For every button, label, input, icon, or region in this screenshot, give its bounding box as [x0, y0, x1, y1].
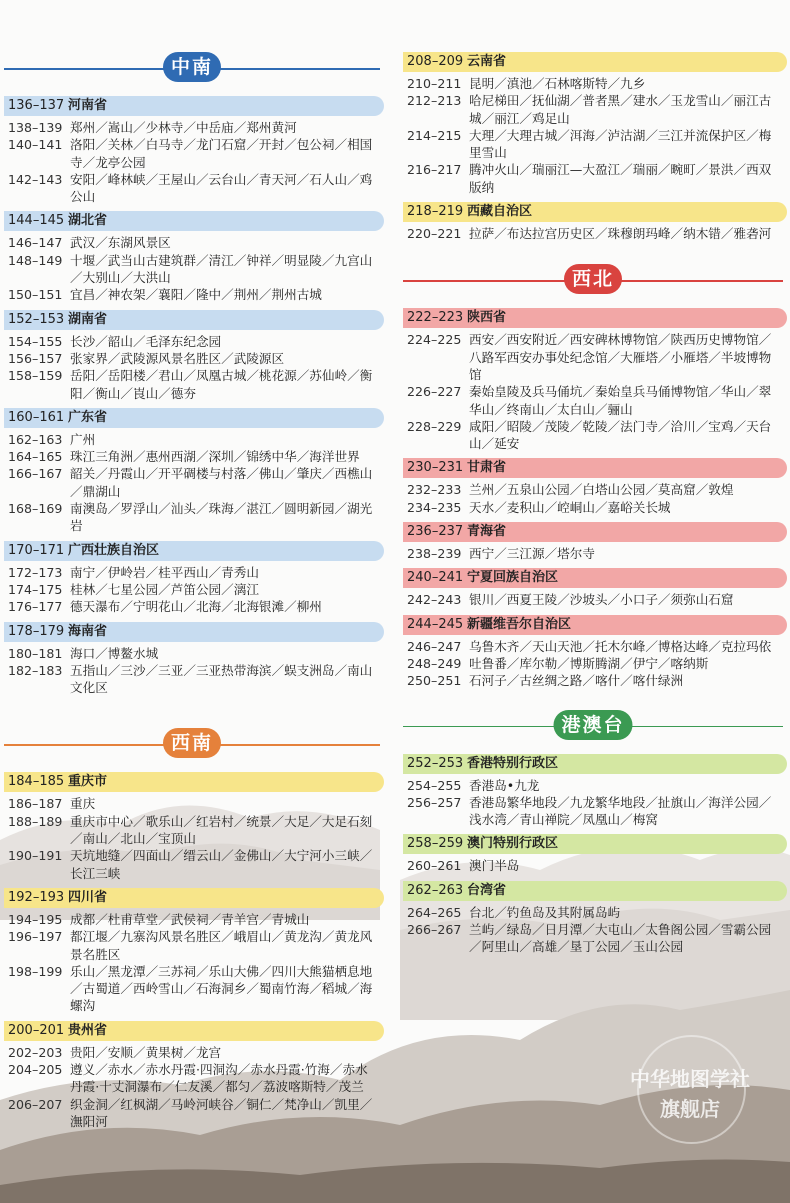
entry-text: 珠江三角洲／惠州西湖／深圳／锦绣中华／海洋世界 [70, 449, 360, 465]
entry-list [4, 911, 380, 1015]
entry-list [403, 225, 783, 242]
entry-list [403, 331, 783, 452]
list-item [4, 465, 380, 500]
list-item [403, 331, 783, 383]
entry-list [4, 234, 380, 303]
province-title: 广西壮族自治区 [68, 542, 160, 558]
province-title: 四川省 [68, 889, 108, 905]
province-title: 重庆市 [68, 774, 108, 790]
province-band [4, 211, 384, 231]
entry-pages: 186–187 [8, 796, 63, 812]
entry-pages: 212–213 [407, 93, 462, 109]
entry-pages: 146–147 [8, 235, 63, 251]
entry-text: 重庆市中心／歌乐山／红岩村／统景／大足／大足石刻／南山／北山／宝顶山 [70, 813, 373, 847]
list-item [4, 1061, 380, 1096]
list-item [403, 921, 783, 956]
entry-pages: 182–183 [8, 662, 63, 678]
list-item [4, 564, 380, 581]
province-title: 广东省 [68, 409, 108, 425]
province-pages: 170–171 [8, 542, 65, 558]
region-header-xibei [403, 258, 783, 302]
entry-text: 昆明／滇池／石林喀斯特／九乡 [469, 76, 646, 91]
province-section [403, 458, 783, 516]
entry-pages: 232–233 [407, 482, 462, 498]
entry-list [403, 481, 783, 516]
list-item [4, 171, 380, 206]
entry-list [403, 75, 783, 196]
province-pages: 218–219 [407, 204, 464, 220]
list-item [403, 225, 783, 242]
province-section [403, 615, 783, 690]
entry-list [4, 645, 380, 697]
province-title: 湖北省 [68, 213, 108, 229]
region-badge: 西南 [163, 728, 221, 758]
list-item [4, 813, 380, 848]
entry-pages: 254–255 [407, 777, 462, 793]
province-pages: 258–259 [407, 836, 464, 852]
entry-pages: 156–157 [8, 350, 63, 366]
province-pages: 178–179 [8, 623, 65, 639]
entry-list [403, 545, 783, 562]
entry-pages: 188–189 [8, 813, 63, 829]
entry-pages: 142–143 [8, 171, 63, 187]
province-pages: 192–193 [8, 889, 65, 905]
list-item [4, 367, 380, 402]
province-title: 甘肃省 [467, 460, 507, 476]
list-item [403, 777, 783, 794]
entry-text: 都江堰／九寨沟风景名胜区／峨眉山／黄龙沟／黄龙风景名胜区 [70, 929, 373, 962]
province-section [4, 96, 380, 205]
entry-list [403, 638, 783, 690]
entry-text: 遵义／赤水／赤水丹霞·四洞沟／赤水丹霞·竹海／赤水丹霞·十丈洞瀑布／仁友溪／都匀／荔波喀斯特／茂兰 [70, 1061, 368, 1095]
province-band [4, 772, 384, 792]
province-section [4, 888, 380, 1015]
list-item [403, 127, 783, 162]
list-item [4, 662, 380, 697]
list-item [403, 418, 783, 453]
entry-text: 腾冲火山／瑞丽江—大盈江／瑞丽／畹町／景洪／西双版纳 [469, 162, 772, 195]
province-section [403, 308, 783, 452]
province-pages: 208–209 [407, 54, 464, 69]
list-item [403, 857, 783, 874]
entry-text: 天坑地缝／四面山／缙云山／金佛山／大宁河小三峡／长江三峡 [70, 848, 373, 881]
entry-pages: 154–155 [8, 333, 63, 349]
entry-pages: 158–159 [8, 368, 63, 384]
entry-pages: 198–199 [8, 963, 63, 979]
list-item [403, 794, 783, 829]
province-pages: 252–253 [407, 755, 464, 771]
list-item [403, 481, 783, 498]
province-band [4, 622, 384, 642]
entry-pages: 180–181 [8, 645, 63, 661]
province-pages: 184–185 [8, 774, 65, 790]
entry-text: 五指山／三沙／三亚／三亚热带海滨／蜈支洲岛／南山文化区 [70, 662, 373, 696]
entry-pages: 216–217 [407, 162, 462, 178]
entry-list [4, 795, 380, 881]
entry-text: 台北／钓鱼岛及其附属岛屿 [469, 904, 621, 920]
list-item [4, 234, 380, 251]
entry-text: 吐鲁番／库尔勒／博斯腾湖／伊宁／喀纳斯 [469, 655, 709, 671]
province-band [403, 52, 787, 72]
list-item [403, 591, 783, 608]
province-pages: 262–263 [407, 882, 464, 898]
province-section [403, 52, 783, 196]
province-section [403, 834, 783, 874]
province-pages: 236–237 [407, 524, 464, 540]
region-badge: 中南 [163, 52, 221, 82]
list-item [4, 500, 380, 535]
entry-list [403, 857, 783, 874]
province-section [4, 541, 380, 616]
province-band [4, 96, 384, 116]
entry-list [4, 119, 380, 205]
province-section [403, 202, 783, 242]
entry-text: 天水／麦积山／崆峒山／嘉峪关长城 [469, 499, 671, 515]
list-item [403, 92, 783, 127]
entry-pages: 196–197 [8, 929, 63, 945]
province-section [403, 568, 783, 608]
entry-pages: 246–247 [407, 638, 462, 654]
entry-pages: 172–173 [8, 564, 63, 580]
province-title: 湖南省 [68, 311, 108, 327]
province-pages: 144–145 [8, 213, 65, 229]
entry-text: 乐山／黑龙潭／三苏祠／乐山大佛／四川大熊猫栖息地／古蜀道／西岭雪山／石海洞乡／蜀南竹海／稻城／海螺沟 [70, 963, 373, 1014]
watermark-line2: 旗舰店 [660, 1097, 720, 1121]
province-pages: 240–241 [407, 570, 464, 586]
entry-text: 贵阳／安顺／黄果树／龙宫 [70, 1044, 222, 1060]
entry-text: 乌鲁木齐／天山天池／托木尔峰／博格达峰／克拉玛依 [469, 638, 772, 654]
entry-pages: 176–177 [8, 599, 63, 615]
province-band [403, 458, 787, 478]
list-item [403, 499, 783, 516]
province-section [4, 622, 380, 697]
list-item [403, 383, 783, 418]
province-section [4, 211, 380, 303]
entry-list [403, 904, 783, 956]
entry-list [4, 564, 380, 616]
list-item [4, 645, 380, 662]
province-title: 河南省 [68, 98, 108, 113]
region-header-zhongnan [4, 46, 380, 90]
province-pages: 136–137 [8, 98, 65, 113]
entry-text: 重庆 [70, 796, 96, 812]
list-item [403, 545, 783, 562]
list-item [4, 136, 380, 171]
entry-pages: 210–211 [407, 76, 462, 91]
list-item [4, 581, 380, 598]
province-section [403, 754, 783, 829]
entry-list [4, 1044, 380, 1130]
province-section [403, 881, 783, 956]
entry-text: 兰屿／绿岛／日月潭／大屯山／太鲁阁公园／雪霸公园／阿里山／高雄／垦丁公园／玉山公园 [469, 922, 772, 955]
list-item [4, 431, 380, 448]
entry-text: 张家界／武陵源风景名胜区／武陵源区 [70, 350, 285, 366]
province-section [403, 522, 783, 562]
province-band [403, 522, 787, 542]
province-band [403, 881, 787, 901]
province-title: 香港特别行政区 [467, 755, 559, 771]
province-section [4, 408, 380, 535]
list-item [4, 1044, 380, 1061]
entry-text: 郑州／嵩山／少林寺／中岳庙／郑州黄河 [70, 120, 297, 135]
entry-text: 南宁／伊岭岩／桂平西山／青秀山 [70, 564, 259, 580]
entry-pages: 214–215 [407, 127, 462, 143]
top-spacer [403, 0, 783, 46]
entry-text: 宜昌／神农架／襄阳／隆中／荆州／荆州古城 [70, 287, 322, 303]
entry-pages: 168–169 [8, 501, 63, 517]
province-band [4, 541, 384, 561]
province-section [4, 772, 380, 881]
list-item [4, 252, 380, 287]
entry-pages: 206–207 [8, 1096, 63, 1112]
entry-list [4, 333, 380, 402]
left-column [4, 0, 380, 1130]
entry-text: 广州 [70, 431, 96, 447]
list-item [4, 795, 380, 812]
province-band [403, 568, 787, 588]
province-band [403, 308, 787, 328]
entry-text: 桂林／七星公园／芦笛公园／漓江 [70, 581, 259, 597]
region-header-gangaotai [403, 704, 783, 748]
province-title: 贵州省 [68, 1022, 108, 1038]
entry-pages: 164–165 [8, 449, 63, 465]
entry-text: 秦始皇陵及兵马俑坑／秦始皇兵马俑博物馆／华山／翠华山／终南山／太白山／骊山 [469, 384, 772, 417]
entry-pages: 162–163 [8, 431, 63, 447]
entry-pages: 226–227 [407, 384, 462, 400]
entry-list [403, 591, 783, 608]
entry-pages: 256–257 [407, 794, 462, 810]
entry-pages: 138–139 [8, 120, 63, 135]
entry-text: 哈尼梯田／抚仙湖／普者黑／建水／玉龙雪山／丽江古城／丽江／鸡足山 [469, 93, 772, 126]
province-title: 云南省 [467, 54, 507, 69]
entry-text: 成都／杜甫草堂／武侯祠／青羊宫／青城山 [70, 911, 310, 927]
entry-pages: 248–249 [407, 655, 462, 671]
entry-pages: 250–251 [407, 673, 462, 689]
store-watermark [615, 1045, 765, 1145]
entry-text: 西宁／三江源／塔尔寺 [469, 546, 595, 562]
province-title: 澳门特别行政区 [467, 836, 559, 852]
list-item [4, 847, 380, 882]
province-pages: 222–223 [407, 310, 464, 326]
list-item [403, 161, 783, 196]
province-pages: 200–201 [8, 1022, 65, 1038]
list-item [4, 928, 380, 963]
entry-pages: 260–261 [407, 858, 462, 874]
entry-text: 韶关／丹霞山／开平碉楼与村落／佛山／肇庆／西樵山／鼎湖山 [70, 466, 373, 499]
entry-text: 岳阳／岳阳楼／君山／凤凰古城／桃花源／苏仙岭／衡阳／衡山／崀山／德夯 [70, 368, 373, 401]
entry-text: 拉萨／布达拉宫历史区／珠穆朗玛峰／纳木错／雅砻河 [469, 226, 772, 242]
entry-text: 武汉／东湖风景区 [70, 235, 171, 251]
list-item [4, 911, 380, 928]
list-item [4, 963, 380, 1015]
province-band [403, 834, 787, 854]
entry-pages: 202–203 [8, 1044, 63, 1060]
province-band [4, 310, 384, 330]
province-pages: 244–245 [407, 616, 464, 632]
entry-text: 洛阳／关林／白马寺／龙门石窟／开封／包公祠／相国寺／龙亭公园 [70, 137, 373, 170]
region-badge: 港澳台 [553, 710, 632, 740]
entry-pages: 166–167 [8, 466, 63, 482]
entry-pages: 266–267 [407, 922, 462, 938]
entry-pages: 190–191 [8, 848, 63, 864]
entry-pages: 242–243 [407, 592, 462, 608]
entry-pages: 194–195 [8, 911, 63, 927]
entry-text: 兰州／五泉山公园／白塔山公园／莫高窟／敦煌 [469, 482, 734, 498]
province-section [4, 1021, 380, 1130]
province-pages: 160–161 [8, 409, 65, 425]
province-title: 陕西省 [467, 310, 507, 326]
entry-text: 德天瀑布／宁明花山／北海／北海银滩／柳州 [70, 599, 322, 615]
province-band [4, 1021, 384, 1041]
entry-text: 香港岛繁华地段／九龙繁华地段／扯旗山／海洋公园／浅水湾／青山禅院／凤凰山／梅窝 [469, 794, 772, 828]
entry-pages: 220–221 [407, 226, 462, 242]
entry-list [403, 777, 783, 829]
entry-text: 织金洞／红枫湖／马岭河峡谷／铜仁／梵净山／凯里／潕阳河 [70, 1096, 373, 1129]
entry-pages: 150–151 [8, 287, 63, 303]
entry-pages: 174–175 [8, 581, 63, 597]
entry-text: 大理／大理古城／洱海／泸沽湖／三江并流保护区／梅里雪山 [469, 127, 772, 161]
province-title: 新疆维吾尔自治区 [467, 616, 572, 632]
entry-pages: 148–149 [8, 252, 63, 268]
list-item [4, 119, 380, 136]
list-item [403, 672, 783, 689]
entry-text: 长沙／韶山／毛泽东纪念园 [70, 333, 222, 349]
entry-text: 银川／西夏王陵／沙坡头／小口子／须弥山石窟 [469, 592, 734, 608]
province-title: 台湾省 [467, 882, 507, 898]
region-badge: 西北 [564, 264, 622, 294]
entry-text: 香港岛•九龙 [469, 777, 540, 793]
province-band [4, 888, 384, 908]
region-header-xinan [4, 722, 380, 766]
province-band [403, 615, 787, 635]
list-item [4, 598, 380, 615]
entry-text: 石河子／古丝绸之路／喀什／喀什绿洲 [469, 673, 684, 689]
entry-pages: 264–265 [407, 904, 462, 920]
entry-text: 南澳岛／罗浮山／汕头／珠海／湛江／圆明新园／湖光岩 [70, 501, 373, 534]
entry-text: 十堰／武当山古建筑群／清江／钟祥／明显陵／九宫山／大别山／大洪山 [70, 252, 373, 286]
province-pages: 230–231 [407, 460, 464, 476]
list-item [403, 638, 783, 655]
province-title: 青海省 [467, 524, 507, 540]
list-item [4, 350, 380, 367]
province-title: 海南省 [68, 623, 108, 639]
entry-pages: 140–141 [8, 137, 63, 153]
entry-text: 海口／博鳌水城 [70, 645, 159, 661]
list-item [403, 904, 783, 921]
entry-pages: 204–205 [8, 1061, 63, 1077]
entry-pages: 238–239 [407, 546, 462, 562]
province-title: 西藏自治区 [467, 204, 533, 220]
list-item [4, 333, 380, 350]
entry-text: 咸阳／昭陵／茂陵／乾陵／法门寺／洽川／宝鸡／天台山／延安 [469, 418, 772, 452]
province-pages: 152–153 [8, 311, 65, 327]
entry-text: 澳门半岛 [469, 858, 520, 874]
list-item [4, 448, 380, 465]
watermark-line1: 中华地图学社 [630, 1067, 750, 1091]
entry-text: 安阳／峰林峡／王屋山／云台山／青天河／石人山／鸡公山 [70, 171, 373, 205]
list-item [4, 1096, 380, 1131]
entry-text: 西安／西安附近／西安碑林博物馆／陕西历史博物馆／八路军西安办事处纪念馆／大雁塔／小雁塔／半坡博物馆 [469, 332, 772, 382]
right-column [403, 0, 783, 956]
province-section [4, 310, 380, 402]
list-item [403, 75, 783, 92]
list-item [4, 286, 380, 303]
province-band [4, 408, 384, 428]
entry-pages: 228–229 [407, 418, 462, 434]
entry-pages: 234–235 [407, 499, 462, 515]
entry-list [4, 431, 380, 535]
entry-pages: 224–225 [407, 332, 462, 348]
province-title: 宁夏回族自治区 [467, 570, 559, 586]
list-item [403, 655, 783, 672]
province-band [403, 754, 787, 774]
province-band [403, 202, 787, 222]
